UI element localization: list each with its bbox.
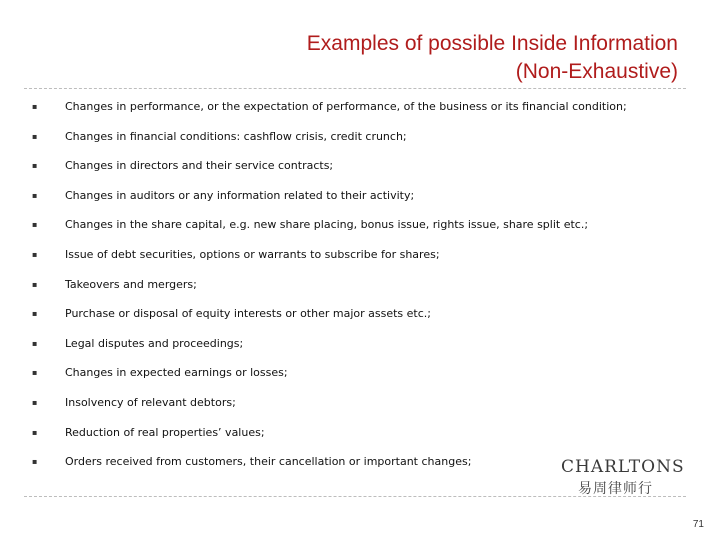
bullet-marker: ▪ bbox=[32, 309, 38, 319]
list-item bbox=[30, 210, 680, 240]
slide-title-line-1: Examples of possible Inside Information bbox=[306, 32, 678, 55]
list-item-text: Changes in directors and their service contracts; bbox=[65, 159, 334, 173]
list-item bbox=[30, 240, 680, 270]
list-item bbox=[30, 92, 680, 122]
bullet-marker: ▪ bbox=[32, 397, 38, 407]
bottom-divider bbox=[24, 496, 686, 497]
list-item bbox=[30, 418, 680, 448]
list-item-text: Changes in the share capital, e.g. new share placing, bonus issue, rights issue, share split etc.; bbox=[65, 218, 589, 232]
bullet-marker: ▪ bbox=[32, 131, 38, 141]
bullet-marker: ▪ bbox=[32, 279, 38, 289]
bullet-marker: ▪ bbox=[32, 220, 38, 230]
slide-title-line-2: (Non-Exhaustive) bbox=[515, 60, 678, 83]
list-item-text: Changes in expected earnings or losses; bbox=[65, 366, 288, 380]
bullet-list bbox=[30, 92, 680, 477]
list-item-text: Changes in auditors or any information related to their activity; bbox=[65, 188, 415, 202]
slide-title bbox=[78, 30, 678, 86]
list-item-text: Issue of debt securities, options or warrants to subscribe for shares; bbox=[65, 247, 440, 261]
list-item-text: Reduction of real properties’ values; bbox=[65, 425, 265, 439]
list-item bbox=[30, 270, 680, 300]
list-item bbox=[30, 122, 680, 152]
bullet-marker: ▪ bbox=[32, 338, 38, 348]
list-item-text: Insolvency of relevant debtors; bbox=[65, 395, 236, 409]
list-item-text: Takeovers and mergers; bbox=[65, 277, 197, 291]
list-item bbox=[30, 181, 680, 211]
bullet-marker: ▪ bbox=[32, 161, 38, 171]
bullet-marker: ▪ bbox=[32, 427, 38, 437]
list-item-text: Legal disputes and proceedings; bbox=[65, 336, 244, 350]
logo-name: CHARLTONS bbox=[561, 457, 685, 477]
logo-chinese-name: 易周律师行 bbox=[578, 481, 653, 497]
bullet-marker: ▪ bbox=[32, 457, 38, 467]
list-item bbox=[30, 151, 680, 181]
list-item bbox=[30, 358, 680, 388]
list-item bbox=[30, 388, 680, 418]
charltons-logo bbox=[556, 448, 684, 496]
list-item bbox=[30, 329, 680, 359]
list-item-text: Purchase or disposal of equity interests or other major assets etc.; bbox=[65, 307, 431, 321]
list-item-text: Changes in financial conditions: cashflow crisis, credit crunch; bbox=[65, 129, 407, 143]
list-item bbox=[30, 299, 680, 329]
list-item-text: Changes in performance, or the expectation of performance, of the business or its financial condition; bbox=[65, 100, 627, 113]
bullet-marker: ▪ bbox=[32, 190, 38, 200]
bullet-marker: ▪ bbox=[32, 102, 38, 111]
top-divider bbox=[24, 88, 686, 89]
list-item-text: Orders received from customers, their cancellation or important changes; bbox=[65, 455, 472, 469]
bullet-marker: ▪ bbox=[32, 249, 38, 259]
bullet-marker: ▪ bbox=[32, 368, 38, 378]
page-number: 71 bbox=[692, 519, 704, 530]
